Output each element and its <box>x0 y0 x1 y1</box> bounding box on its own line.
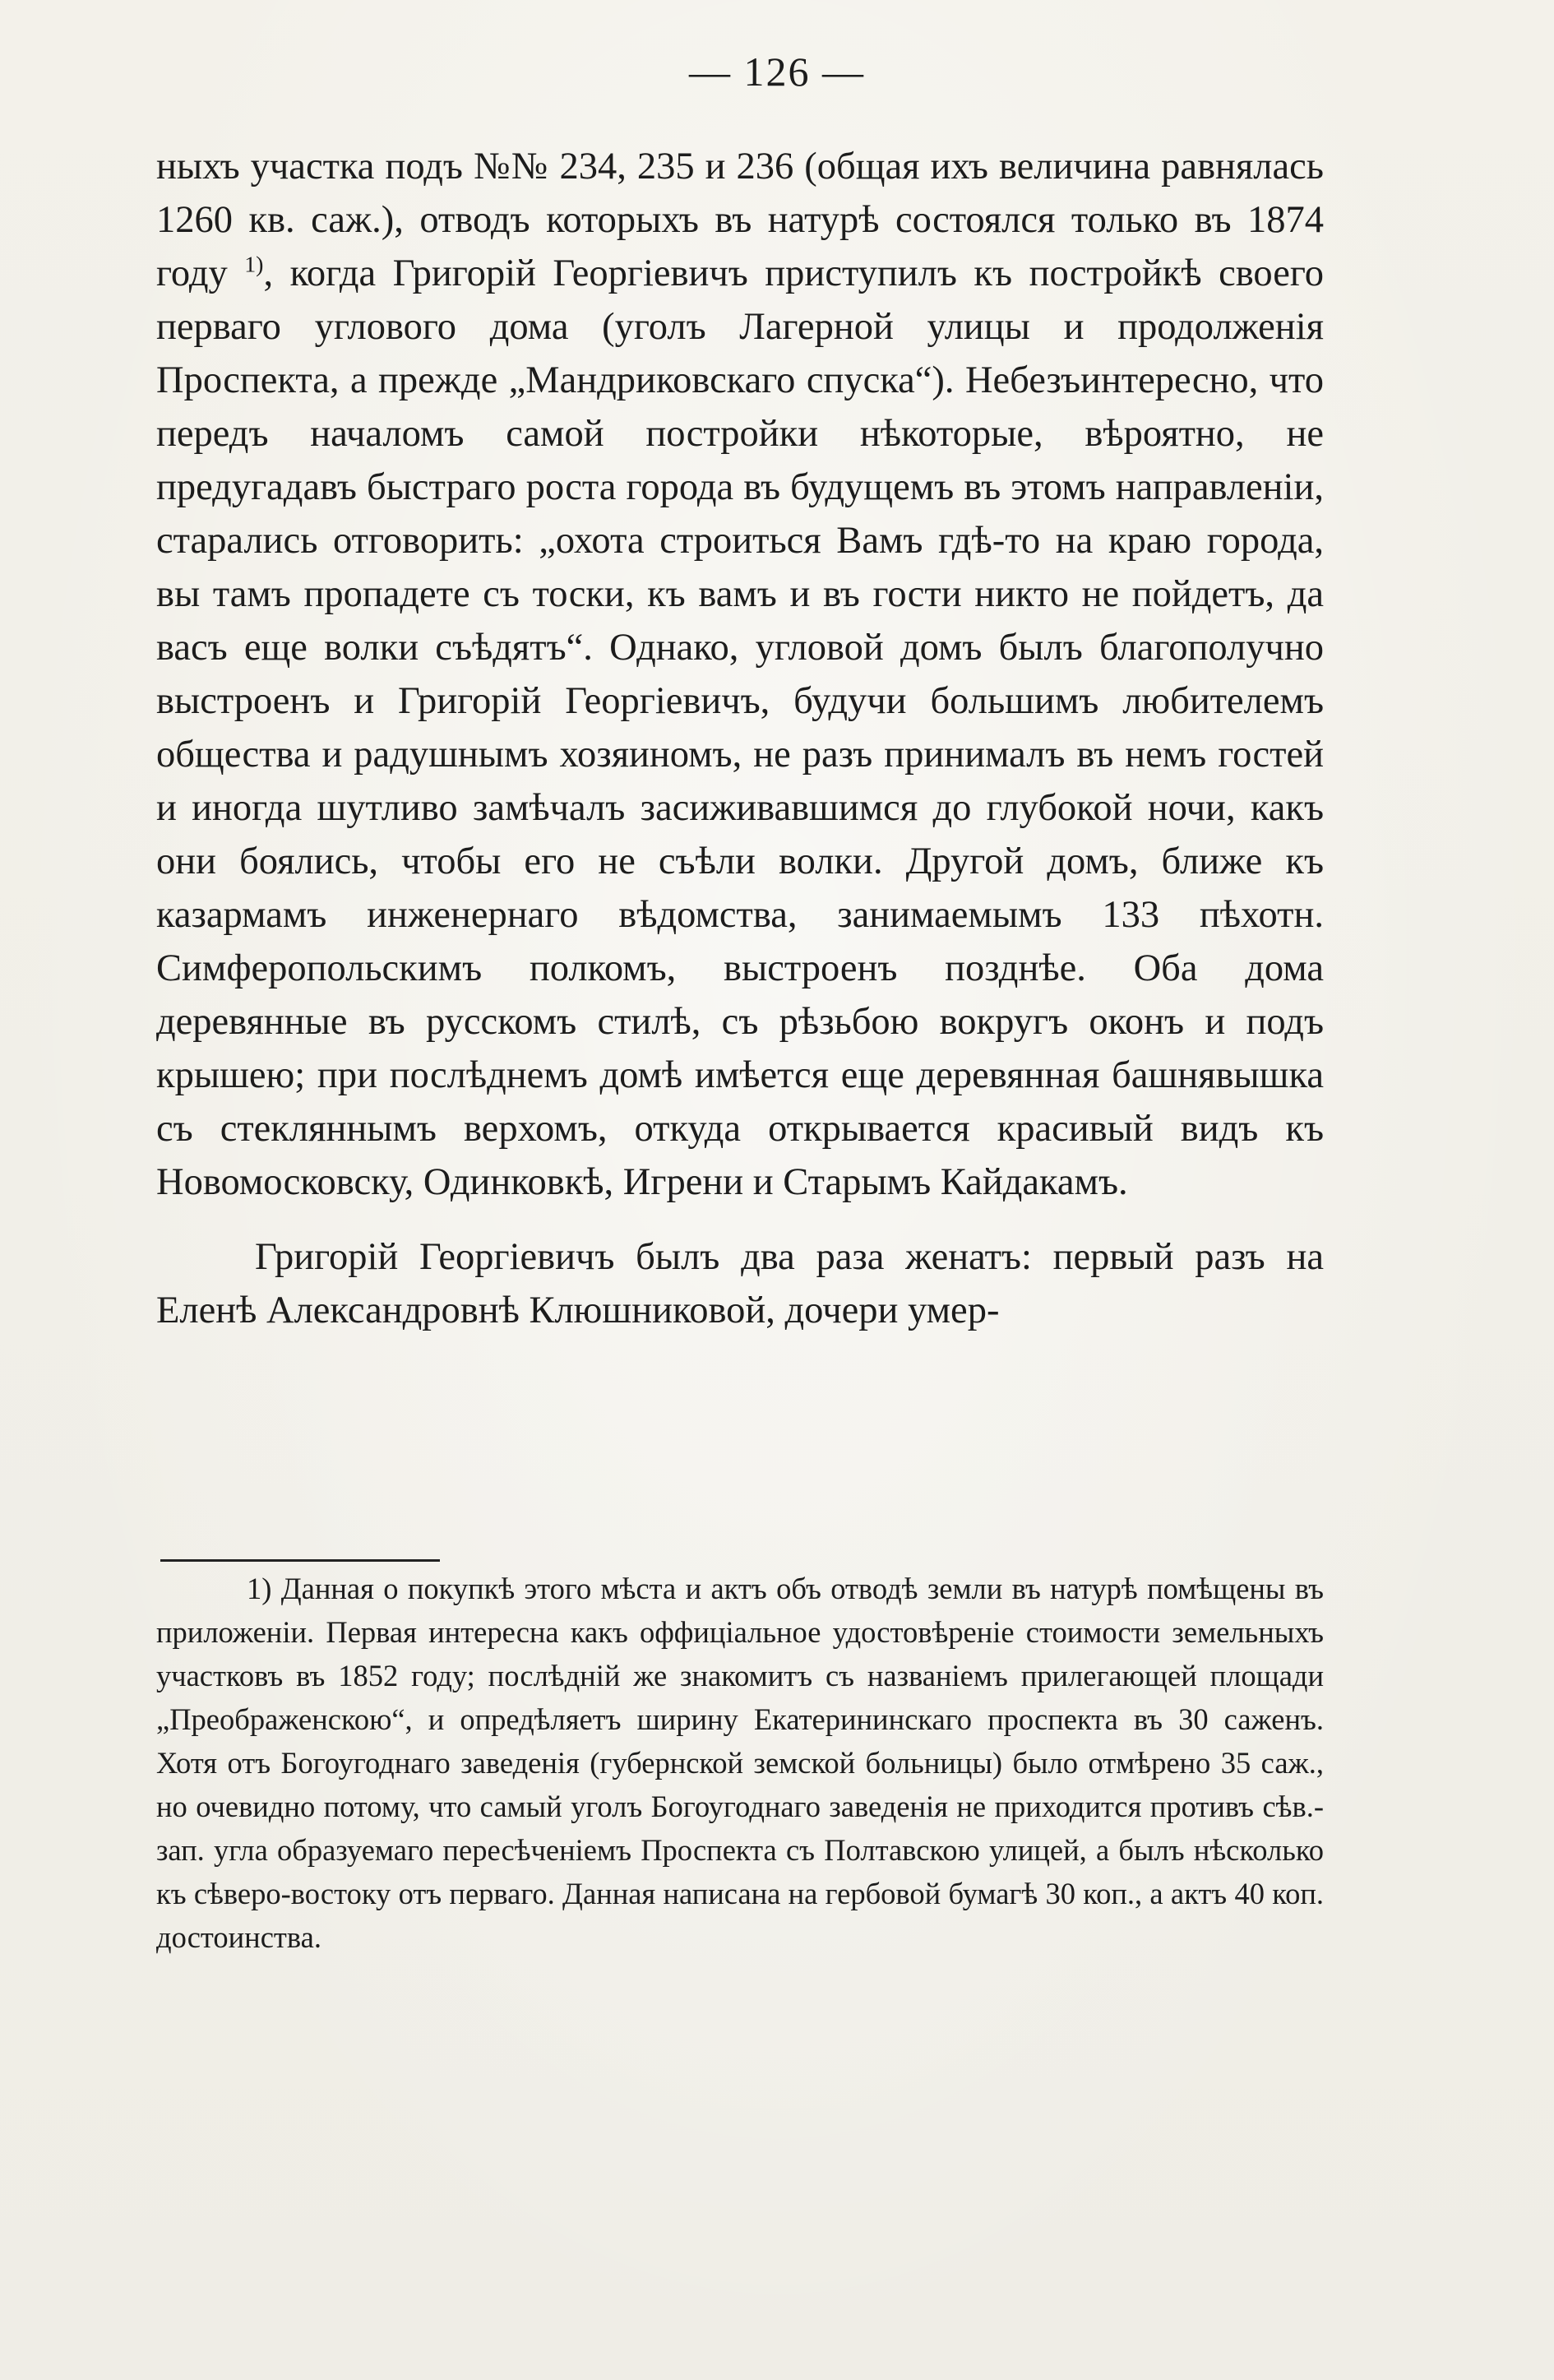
footnote-text: Данная о покупкѣ этого мѣста и актъ объ отводѣ земли въ натурѣ помѣщены въ приложеніи. Первая интересна какъ оффиціальное удостовѣреніе стоимости земельныхъ участковъ въ 1852 году; послѣдній же знакомитъ съ названіемъ прилегающей площади „Преображенскою“, и опредѣляетъ ширину Екатерининскаго проспекта въ 30 саженъ. Хотя отъ Богоугоднаго заведенія (губернской земской больницы) было отмѣрено 35 саж., но очевидно потому, что самый уголъ Богоугоднаго заведенія не приходится противъ сѣв.-зап. угла образуемаго пересѣченіемъ Проспекта съ Полтавскою улицей, а былъ нѣсколько къ сѣверо-востоку отъ перваго. Данная написана на гербовой бумагѣ 30 коп., а актъ 40 коп. достоинства. <box>156 1572 1324 1954</box>
footnote-reference: 1) <box>244 252 264 278</box>
footnote-marker: 1) <box>247 1572 272 1605</box>
footnote-1 <box>156 1567 1324 1959</box>
footnote-separator <box>160 1559 440 1562</box>
paragraph-1-text-before-note: ныхъ участка подъ №№ 234, 235 и 236 (общая ихъ величина равнялась 1260 кв. саж.), отводъ которыхъ въ натурѣ состоялся только въ 1874 году <box>156 146 1324 294</box>
paragraph-2: Григорій Георгіевичъ былъ два раза женатъ: первый разъ на Еленѣ Александровнѣ Клюшниковой, дочери умер- <box>156 1236 1324 1331</box>
main-text <box>156 140 1324 1337</box>
footnote-block <box>156 1567 1324 1959</box>
paragraph-1-text-after-note: , когда Григорій Георгіевичъ приступилъ къ постройкѣ своего перваго углового дома (уголъ Лагерной улицы и продолженія Проспекта, а прежде „Мандриковскаго спуска“). Небезъинтересно, что передъ началомъ самой постройки нѣкоторые, вѣроятно, не предугадавъ быстраго роста города въ будущемъ въ этомъ направленіи, старались отговорить: „охота строиться Вамъ гдѣ-то на краю города, вы тамъ пропадете съ тоски, къ вамъ и въ гости никто не пойдетъ, да васъ еще волки съѣдятъ“. Однако, угловой домъ былъ благополучно выстроенъ и Григорій Георгіевичъ, будучи большимъ любителемъ общества и радушнымъ хозяиномъ, не разъ принималъ въ немъ гостей и иногда шутливо замѣчалъ засиживавшимся до глубокой ночи, какъ они боялись, чтобы его не съѣли волки. Другой домъ, ближе къ казармамъ инженернаго вѣдомства, занимаемымъ 133 пѣхотн. Симферопольскимъ полкомъ, выстроенъ позднѣе. Оба дома деревянные въ русскомъ стилѣ, съ рѣзьбою вокругъ оконъ и подъ крышею; при послѣднемъ домѣ имѣется еще деревянная башнявышка съ стекляннымъ верхомъ, откуда открывается красивый видъ къ Новомосковску, Одинковкѣ, Игрени и Старымъ Кайдакамъ. <box>156 252 1325 1203</box>
page-number: — 126 — <box>689 49 865 95</box>
paragraph-1 <box>156 140 1324 1209</box>
